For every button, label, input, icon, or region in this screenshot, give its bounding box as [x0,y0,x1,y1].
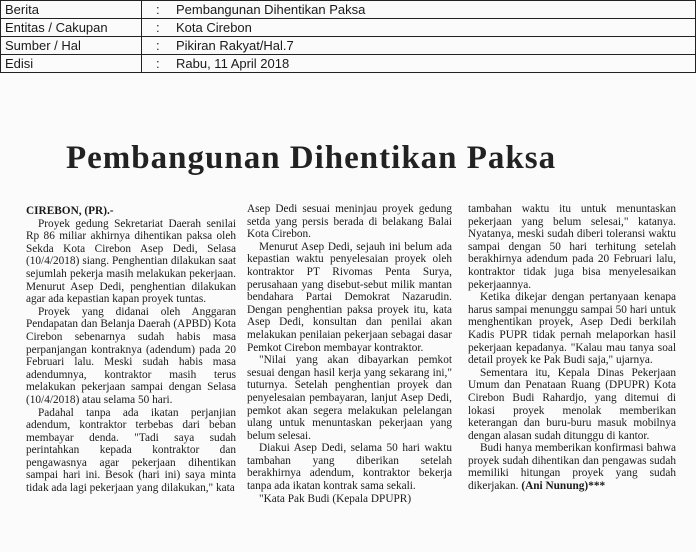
article-paragraph: Proyek yang didanai oleh Anggaran Pendapatan dan Belanja Daerah (APBD) Kota Cirebon sebenarnya sudah habis masa perpanjangan kontraknya (adendum) pada 20 Februari lalu. Meski sudah habis masa adendumnya, kontraktor masih terus melakukan pekerjaan sampai dengan Selasa (10/4/2018) atau selama 50 hari. [26,305,236,406]
article-paragraph: Sementara itu, Kepala Dinas Pekerjaan Umum dan Penataan Ruang (DPUPR) Kota Cirebon Budi Rahardjo, yang ditemui di lokasi proyek menolak memberikan keterangan dan buru-buru masuk mobilnya dengan alasan sudah ditunggu di kantor. [468,366,676,442]
article-paragraph: Menurut Asep Dedi, sejauh ini belum ada kepastian waktu penyelesaian proyek oleh kontraktor PT Rivomas Penta Surya, perusahaan yang disebut-sebut milik mantan bendahara Partai Demokrat Nazarudin. Dengan penghentian paksa proyek itu, kata Asep Dedi, konsultan dan penilai akan melakukan penilaian pekerjaan sebagai dasar Pemkot Cirebon membayar kontraktor. [247,240,452,354]
meta-row-entitas [1,19,696,37]
meta-separator: : [156,20,160,35]
meta-key: Sumber / Hal [1,37,142,55]
article-paragraph: "Nilai yang akan dibayarkan pemkot sesuai dengan hasil kerja yang sekarang ini," tuturnya. Setelah penghentian proyek dan penyelesaian pembayaran, lanjut Asep Dedi, pemkot akan segera melakukan pelelangan ulang untuk menuntaskan pekerjaan yang belum selesai. [247,354,452,442]
article-paragraph-final [468,442,676,492]
article-paragraph: Proyek gedung Sekretariat Daerah senilai Rp 86 miliar akhirnya dihentikan paksa oleh Sekda Kota Cirebon Asep Dedi, Selasa (10/4/2018) siang. Penghentian dilakukan saat sejumlah pekerja masih melakukan pekerjaan. Menurut Asep Dedi, penghentian dilakukan agar ada kepastian kapan proyek tuntas. [26,217,236,306]
article-paragraph: tambahan waktu itu untuk menuntaskan pekerjaan yang belum selesai," katanya. Nyatanya, meski sudah diberi toleransi waktu sampai dengan 50 hari terhitung setelah berakhirnya adendum pada 20 Februari lalu, kontraktor tidak juga bisa menyelesaikan pekerjaannya. [468,203,676,291]
article-headline: Pembangunan Dihentikan Paksa [66,140,557,176]
meta-separator: : [156,2,160,17]
meta-separator: : [156,38,160,53]
article-paragraph: Asep Dedi sesuai meninjau proyek gedung setda yang persis berada di belakang Balai Kota Cirebon. [247,203,452,241]
meta-row-berita [1,1,696,19]
meta-value-text: Pikiran Rakyat/Hal.7 [176,38,294,53]
meta-value [142,55,696,73]
article-paragraph: Diakui Asep Dedi, selama 50 hari waktu tambahan yang diberikan setelah berakhirnya adendum, kontraktor bekerja tanpa ada ikatan kontrak sama sekali. [247,442,452,493]
meta-key: Entitas / Cakupan [1,19,142,37]
article-paragraph: Padahal tanpa ada ikatan perjanjian adendum, kontraktor terbebas dari beban membayar denda. "Tadi saya sudah perintahkan kepada kontraktor dan pengawasnya agar pekerjaan dihentikan sampai hari ini. Besok (hari ini) saya minta tidak ada lagi pekerjaan yang dilakukan," kata [26,406,236,495]
article-paragraph: "Kata Pak Budi (Kepala DPUPR) [259,492,412,505]
meta-row-edisi [1,55,696,73]
article-column-3 [468,203,676,493]
meta-value-text: Pembangunan Dihentikan Paksa [176,2,366,17]
meta-key: Edisi [1,55,142,73]
meta-key: Berita [1,1,142,19]
article-column-1 [26,205,236,495]
meta-value-text: Rabu, 11 April 2018 [176,56,290,71]
meta-value [142,1,696,19]
article-column-2 [247,203,452,505]
newspaper-clipping [0,96,696,552]
article-dateline: CIREBON, (PR).- [26,205,114,217]
article-paragraph-text: Budi hanya memberikan konfirmasi bahwa proyek sudah dihentikan dan pengawas sudah memiliki hitungan proyek yang sudah dikerjakan. [468,442,676,493]
meta-row-sumber [1,37,696,55]
article-dateline-paragraph [26,205,236,218]
meta-value-text: Kota Cirebon [176,20,252,35]
article-byline: (Ani Nunung)*** [521,480,606,493]
meta-value [142,19,696,37]
article-paragraph: Ketika dikejar dengan pertanyaan kenapa harus sampai menunggu sampai 50 hari untuk menghentikan proyek, Asep Dedi berkilah Kadis PUPR tidak pernah melaporkan hasil pekerjaan kepadanya. "Kalau mau tanya soal detail proyek ke Pak Budi saja," ujarnya. [468,291,676,367]
meta-separator: : [156,56,160,71]
metadata-table [0,0,696,73]
meta-value [142,37,696,55]
